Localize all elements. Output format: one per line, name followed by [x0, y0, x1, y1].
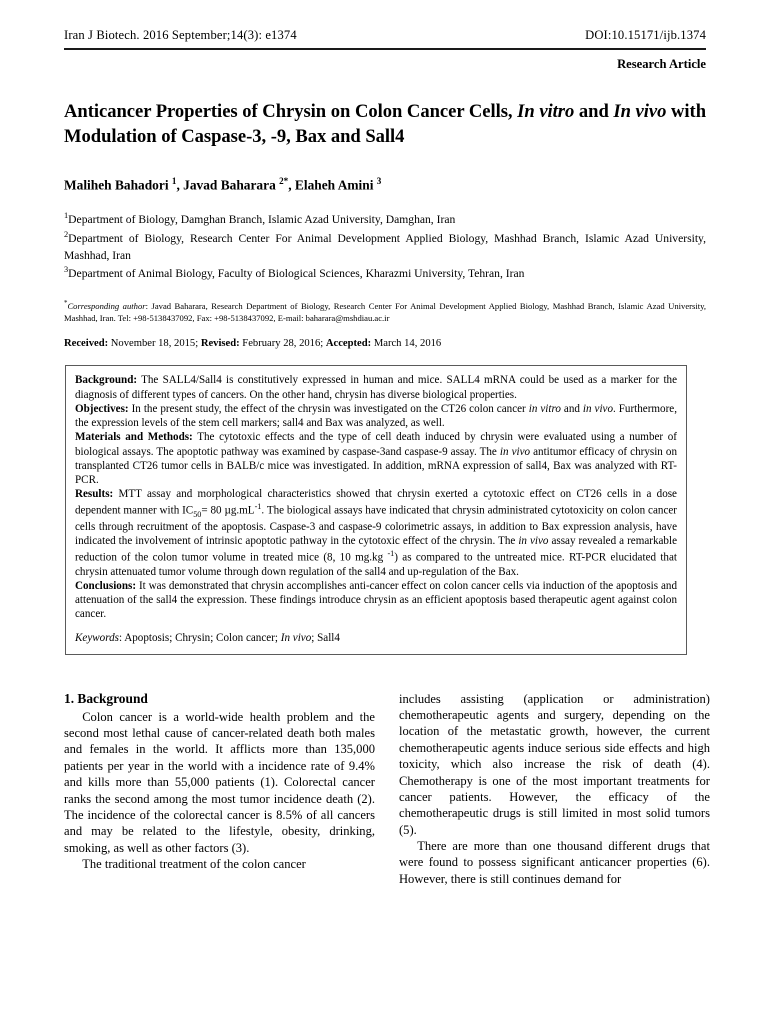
body-columns	[64, 691, 710, 887]
revised-date: February 28, 2016;	[239, 338, 326, 350]
background-paragraph-3: There are more than one thousand different drugs that were found to possess significant anticancer properties (6). However, there is still continues demand for	[399, 839, 710, 886]
abstract-results-text-d: assay revealed a remarkable reduction of the colon tumor volume in treated mice (8, 10 mg.kg	[75, 535, 677, 564]
ic50-subscript: 50	[193, 509, 202, 519]
running-head	[64, 28, 706, 43]
author-2-name: , Javad Baharara	[176, 177, 280, 193]
affiliation-item	[64, 210, 706, 229]
background-paragraph-2-continued: includes assisting (application or administration) chemotherapeutic agents and surgery, depending on the location of the metastatic growth, however, the current chemotherapeutic agents induce serious side effects and high toxicity, which also increase the risk of death (4). Chemotherapy is one of the most important treatments for cancer patients. However, the efficacy of the chemotherapeutic drugs is still limited in most solid tumors (5).	[399, 691, 710, 837]
corresponding-star-marker: *	[64, 299, 68, 307]
affiliation-list	[64, 210, 706, 282]
author-list	[64, 176, 706, 193]
publication-dates	[64, 338, 706, 349]
abstract-results-text-c: . The biological assays have indicated that chrysin administrated cytotoxicity on colon cancer cells through recruitment of the apoptosis. Caspase-3 and caspase-9 colorimetric assays, in addition to Bax expression analysis, have indicated the involvement of intrinsic apoptotic pathway in the cytotoxic effect of the chrysin. The	[75, 504, 677, 548]
author-3-affil-marker: 3	[376, 175, 382, 186]
affiliation-item	[64, 264, 706, 283]
abstract-methods	[75, 430, 677, 487]
affiliation-marker: 2	[64, 229, 69, 239]
abstract-box	[65, 365, 687, 654]
title-italic-in-vivo: In vivo	[613, 101, 667, 122]
abstract-objectives	[75, 402, 677, 431]
journal-citation: Iran J Biotech. 2016 September;14(3): e1374	[64, 28, 297, 42]
affiliation-marker: 1	[64, 211, 69, 221]
affiliation-item	[64, 229, 706, 264]
concentration-exponent: -1	[254, 501, 262, 511]
abstract-objectives-italic-in-vitro: in vitro	[528, 402, 561, 415]
abstract-results-text-e: ) as compared to the untreated mice. RT-PCR elucidated that chrysin attenuated tumor volume through down regulation of the sall4 and up-regulation of the Bax.	[75, 551, 677, 578]
affiliation-text: Department of Biology, Damghan Branch, Islamic Azad University, Damghan, Iran	[68, 213, 456, 227]
abstract-methods-italic-in-vivo: in vivo	[499, 445, 531, 458]
body-column-right	[399, 691, 710, 887]
background-paragraph-2-start: The traditional treatment of the colon cancer	[82, 857, 306, 871]
abstract-objectives-text-b: and	[560, 402, 583, 415]
abstract-results-label: Results:	[75, 488, 114, 501]
abstract-methods-text-a: The cytotoxic effects and the type of cell death induced by chrysin were evaluated using a number of biological assays. The apoptotic pathway was examined by caspase-3and caspase-9 assay. The	[75, 431, 677, 458]
keywords-text-b: ; Sall4	[311, 631, 340, 644]
title-part-3: with Modulation of Caspase-3, -9, Bax and Sall4	[64, 101, 706, 148]
abstract-methods-text-b: antitumor efficacy of chrysin on transplanted CT26 tumor cells in BALB/c mice was investigated. In addition, mRNA expression of sall4, Bax was analyzed with RT-PCR.	[75, 445, 677, 487]
affiliation-text: Department of Animal Biology, Faculty of Biological Sciences, Kharazmi University, Tehran, Iran	[68, 267, 525, 281]
revised-label: Revised:	[200, 338, 240, 350]
author-1-affil-marker: 1	[171, 175, 177, 186]
abstract-conclusions	[75, 579, 677, 622]
abstract-background	[75, 373, 677, 402]
abstract-conclusions-text: It was demonstrated that chrysin accomplishes anti-cancer effect on colon cancer cells via induction of the apoptosis and attenuation of the sall4 the expression. These findings introduce chrysin as an efficient apoptosis based therapeutic agent against colon cancer.	[75, 579, 677, 621]
abstract-objectives-italic-in-vivo: in vivo	[582, 402, 613, 415]
affiliation-text: Department of Biology, Research Center For Animal Development Applied Biology, Mashhad Branch, Islamic Azad University, Mashhad, Iran	[64, 231, 706, 262]
abstract-keywords	[75, 631, 677, 645]
abstract-results-italic-in-vivo: in vivo	[518, 535, 549, 548]
header-rule	[64, 48, 706, 50]
abstract-objectives-label: Objectives:	[75, 402, 129, 415]
section-heading-background: 1. Background	[64, 690, 148, 706]
page-title	[64, 99, 706, 150]
corresponding-author-note	[64, 299, 706, 326]
author-1-name: Maliheh Bahadori	[64, 177, 172, 193]
keywords-text-a: : Apoptosis; Chrysin; Colon cancer;	[118, 631, 281, 644]
page-content	[64, 28, 710, 887]
article-type-label: Research Article	[617, 57, 706, 71]
abstract-methods-label: Materials and Methods:	[75, 431, 193, 444]
doi-text: DOI:10.15171/ijb.1374	[585, 28, 706, 42]
abstract-objectives-text-c: . Furthermore, the expression levels of the stem cell markers; sall4 and Bax was analyzed, as well.	[75, 402, 677, 430]
corresponding-author-label: Corresponding author	[67, 300, 146, 311]
abstract-results-text-a: MTT assay and morphological characteristics showed that chrysin exerted a cytotoxic effect on CT26 cells in a dose dependent manner with IC	[75, 488, 677, 517]
received-label: Received:	[64, 338, 109, 350]
dose-exponent: -1	[387, 548, 395, 558]
keywords-label: Keywords	[75, 631, 119, 644]
abstract-background-label: Background:	[75, 374, 138, 387]
keywords-italic-in-vivo: In vivo	[280, 631, 312, 644]
abstract-results-text-b: = 80 µg.mL	[201, 504, 255, 517]
abstract-background-text: The SALL4/Sall4 is constitutively expressed in human and mice. SALL4 mRNA could be used as a marker for the diagnosis of different types of cancers. On the other hand, chrysin has diverse biological properties.	[75, 374, 677, 401]
abstract-results	[75, 487, 677, 578]
accepted-date: March 14, 2016	[371, 338, 442, 350]
accepted-label: Accepted:	[325, 338, 372, 350]
received-date: November 18, 2015;	[108, 338, 201, 350]
author-3-name: , Elaheh Amini	[288, 177, 377, 193]
title-part-1: Anticancer Properties of Chrysin on Colon Cancer Cells,	[64, 101, 518, 122]
abstract-objectives-text-a: In the present study, the effect of the chrysin was investigated on the CT26 colon cancer	[128, 402, 529, 415]
affiliation-marker: 3	[64, 265, 69, 275]
abstract-conclusions-label: Conclusions:	[75, 579, 137, 592]
corresponding-author-details: : Javad Baharara, Research Department of Biology, Research Center For Animal Development Applied Biology, Mashhad Branch, Islamic Azad University, Mashhad, Iran. Tel: +98-5138437092, Fax: +98-5138437092, E-mail: baharara@mshdiau.ac.ir	[64, 300, 706, 324]
title-part-2: and	[574, 101, 614, 122]
body-column-left	[64, 691, 375, 887]
author-2-affil-marker: 2*	[279, 175, 289, 186]
title-italic-in-vitro: In vitro	[517, 101, 575, 122]
background-paragraph-1: Colon cancer is a world-wide health problem and the second most lethal cause of cancer-related death both males and females in the world. It afflicts more than 135,000 patients per year in the world with a incidence rate of 9.4% and kills more than 55,000 patients (1). Colorectal cancer ranks the second among the most tumor incidence death (2). The incidence of the colorectal cancer is 8.5% of all cancers and may be related to the lifestyle, obesity, drinking, smoking, as well as other factors (3).	[64, 709, 375, 855]
